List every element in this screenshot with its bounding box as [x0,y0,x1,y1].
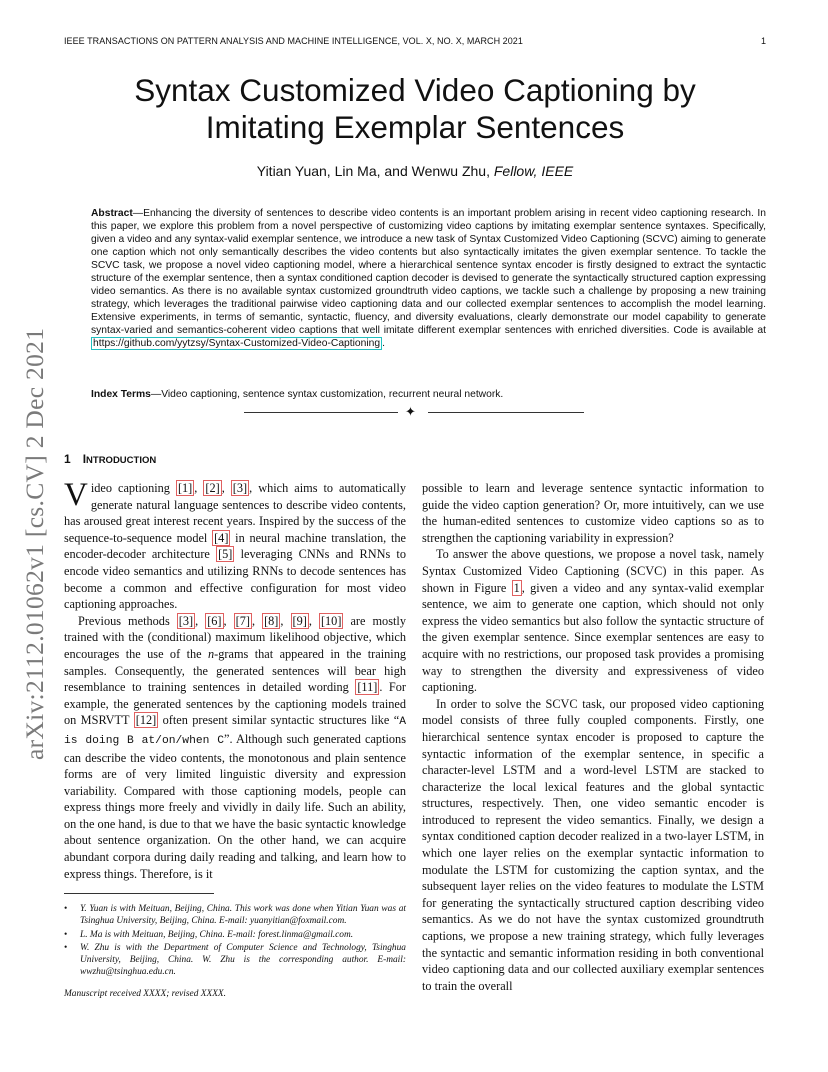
text-run: ”. Although such generated captions can describe the video contents, the monotonous and plain sentence forms are of very limited linguistic diversity and expression variability. Compared with those captioning models, people can express things more freely and vividly in daily life. Such an ability, on the one hand, is due to that we have the basic syntactic knowledge about sentence organization. On the other hand, we can acquire abundant corpora during daily reading and talking, and learn how to express things. Therefore, is it [64,731,406,881]
paragraph [64,477,406,613]
footnote-item [64,930,406,942]
paragraph: In order to solve the SCVC task, our proposed video captioning model consists of three fully coupled components. Firstly, one hierarchical sentence syntax encoder is proposed to capture the syntactic information of the exemplar sentence, in specific a character-level LSTM and a word-level LSTM are stacked to characterize the local lexical features and the global syntactic structures, respectively. Then, one video semantic encoder is introduced to represent the video semantics. Finally, we design a syntax conditioned caption decoder realized in a two-layer LSTM, in which one layer relies on the exemplar syntactic information to modulate the LSTM for customizing the caption syntax, and the subsequent layer relies on the video features to modulate the LSTM for generating the syntactically structured caption describing video semantics. As we do not have the syntax customized groundtruth captions, we propose a new training strategy, which fully leverages the syntactic and semantic information residing in both conventional video captioning data and our collected auxiliary exemplar sentences to train the overall [422,696,764,993]
section-title-rest: NTRODUCTION [86,455,157,466]
author-suffix: Fellow, IEEE [493,163,574,179]
text-run: in neural machine translation, the encoder-decoder architecture [64,530,406,562]
text-run: , [194,481,204,495]
citation-link[interactable]: [1] [177,481,193,495]
text-run: , [280,613,291,628]
paragraph [422,546,764,695]
journal-name: IEEE TRANSACTIONS ON PATTERN ANALYSIS AND MACHINE INTELLIGENCE, VOL. X, NO. X, MARCH 2021 [64,36,523,46]
footnote-bullet: • [64,943,68,954]
title-line-1: Syntax Customized Video Captioning by [134,72,696,108]
title-line-2: Imitating Exemplar Sentences [205,109,625,145]
math-variable: n [208,646,215,661]
section-first-letter: I [82,452,87,466]
citation-link[interactable]: [4] [214,530,229,545]
arxiv-stamp: arXiv:2112.01062v1 [cs.CV] 2 Dec 2021 [20,327,49,760]
text-run: , which aims to automatically generate natural language sentences to describe video contents, has aroused great interest recent years. Inspired by the success of the sequence-to-sequence model [64,481,406,545]
text-run: To answer the above questions, we propose a novel task, namely Syntax Customized Video Captioning (SCVC) in this paper. As shown in Figure [422,547,764,595]
abstract-text: —Enhancing the diversity of sentences to describe video contents is an important problem arising in recent video captioning research. In this paper, we explore this problem from a novel perspective of customizing video captions by imitating exemplar sentence syntaxes. Specifically, given a video and any syntax-valid exemplar sentence, we introduce a new task of Syntax Customized Video Captioning (SCVC) aiming to generate one caption which not only semantically describes the video contents but also syntactically imitates the given exemplar sentence. To tackle the SCVC task, we propose a novel video captioning model, where a hierarchical sentence syntax encoder is firstly designed to extract the syntactic structure of the exemplar sentence, then a syntax conditioned caption decoder is devised to generate the syntactically structured caption expressing video semantics. As there is no available syntax customized groundtruth video captions, we tackle such a challenge by proposing a new training strategy, which leverages the traditional pairwise video captioning data and our collected exemplar sentences to accomplish the model learning. Extensive experiments, in terms of semantic, syntactic, fluency, and diversity evaluations, clearly demonstrate our model capability to generate syntax-varied and semantics-coherent video captions that well imitate different exemplar sentences with enriched diversities. Code is available at [91,208,766,337]
footnote-bullet: • [64,929,68,940]
footnotes [64,904,406,1001]
abstract-end: . [382,338,385,350]
footnote-item [64,904,406,928]
code-link[interactable]: https://github.com/yytzsy/Syntax-Customized-Video-Captioning [93,338,381,350]
text-run: , [223,613,234,628]
footnote-text: L. Ma is with Meituan, Beijing, China. E-mail: forest.linma@gmail.com. [80,929,354,940]
abstract [91,207,766,351]
drop-cap: V [64,477,88,513]
text-run: , [251,613,263,628]
footnote-rule [64,893,214,894]
text-run: . For example, the generated sentences by the captioning models trained on MSRVTT [64,680,406,728]
divider-ornament: ✦ [405,404,416,419]
index-terms-text: —Video captioning, sentence syntax customization, recurrent neural network. [150,389,504,400]
text-run: often present similar syntactic structures like “ [158,713,400,728]
citation-link[interactable]: [6] [207,613,222,628]
footnote-text: Y. Yuan is with Meituan, Beijing, China. This work was done when Yitian Yuan was at Tsinghua University, Beijing, China. E-mail: yuanyitian@foxmail.com. [80,904,406,926]
text-run: , [195,613,206,628]
citation-link[interactable]: [7] [235,613,250,628]
divider-left [244,412,398,413]
author-list [64,163,766,179]
text-run: Previous methods [78,613,177,628]
text-run: ideo captioning [90,481,176,495]
index-terms-label: Index Terms [91,389,151,400]
citation-link[interactable]: [5] [218,547,233,562]
citation-link[interactable]: [2] [205,481,220,495]
paper-title [64,72,766,146]
footnote-text: W. Zhu is with the Department of Computer Science and Technology, Tsinghua University, Beijing, China. W. Zhu is the corresponding author. E-mail: wwzhu@tsinghua.edu.cn. [80,943,406,977]
citation-link[interactable]: [8] [264,613,279,628]
figure-link[interactable]: 1 [513,580,520,595]
citation-link[interactable]: [11] [357,680,378,695]
paragraph [64,613,406,883]
abstract-label: Abstract [91,208,133,219]
text-run: -grams that appeared in the training samples. Consequently, the generated sentences will bear high resemblance to training sentences in detailed wording [64,646,406,695]
citation-link[interactable]: [3] [178,613,194,628]
manuscript-note: Manuscript received XXXX; revised XXXX. [64,988,227,999]
code-snippet: A is doing B at/on/when C [64,716,406,747]
index-terms [91,389,766,400]
citation-link[interactable]: [12] [135,713,157,728]
text-run: , [308,613,319,628]
footnote-item [64,943,406,978]
text-run: are mostly trained with the (conditional) maximum likelihood objective, which encourages the use of the [64,613,406,661]
right-column [422,480,764,994]
author-names: Yitian Yuan, Lin Ma, and Wenwu Zhu, [256,163,490,179]
section-number: 1 [64,452,71,466]
text-run: leveraging CNNs and RNNs to encode video semantics and utilizing RNNs to decode sentences has become a common and effective configuration for most video captioning approaches. [64,547,406,612]
paragraph: possible to learn and leverage sentence syntactic information to guide the video caption generation? Or, more intuitively, can we use the human-edited sentences to customize video captions so as to strengthen the captioning variability in expression? [422,481,764,545]
divider-right [428,412,584,413]
text-run: , [221,481,231,495]
page-number: 1 [760,36,766,46]
citation-link[interactable]: [9] [292,613,307,628]
left-column [64,477,406,882]
section-heading [64,452,156,466]
footnote-bullet: • [64,904,68,914]
text-run: , given a video and any syntax-valid exemplar sentence, we aim to generate one caption, which should not only express the video semantics but also follow the syntactic structure of the given exemplar sentence. Since exemplar sentences are easy to acquire with no restrictions, our proposed task provides a promising way to strengthen the diversity and expressiveness of video captioning. [422,580,764,695]
citation-link[interactable]: [3] [232,481,248,495]
citation-link[interactable]: [10] [320,613,342,628]
running-header [64,36,766,46]
